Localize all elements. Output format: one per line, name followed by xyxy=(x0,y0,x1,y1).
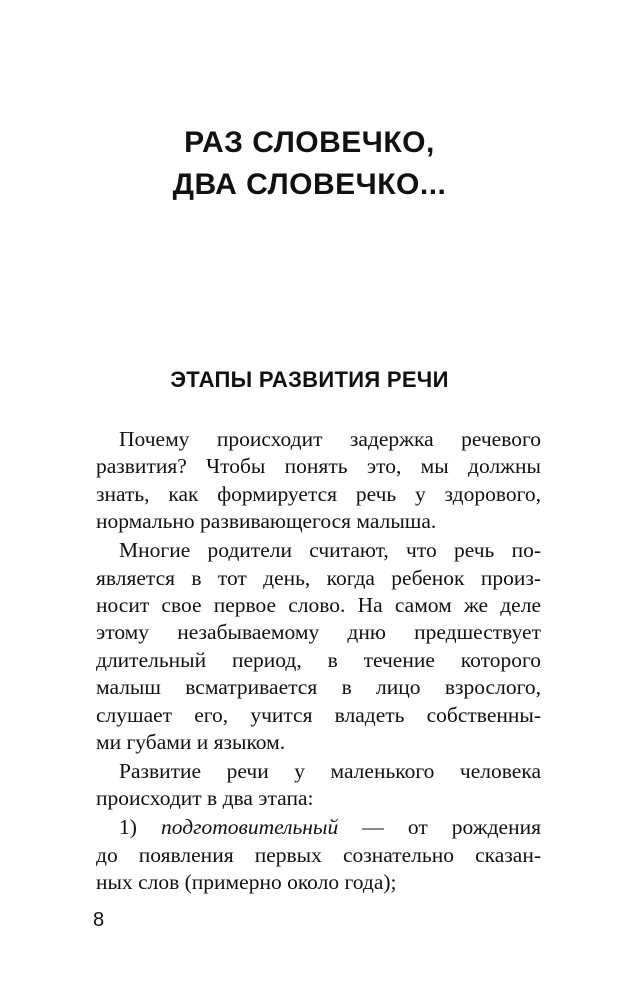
text-line: до появления первых сознательно сказан- xyxy=(96,842,541,867)
text-line: этому незабываемому дню предшествует xyxy=(96,620,541,645)
text-line: является в тот день, когда ребенок произ- xyxy=(96,565,541,590)
text-line: происходит в два этапа: xyxy=(96,786,314,811)
list-item-number: 1) xyxy=(119,815,137,840)
text-line: Многие родители считают, что речь по- xyxy=(119,538,541,563)
paragraph-1 xyxy=(96,426,541,536)
body-text xyxy=(96,426,541,898)
paragraph-3 xyxy=(96,758,541,813)
text-line: слушает его, учится владеть собственны- xyxy=(96,702,541,727)
paragraph-2 xyxy=(96,537,541,756)
list-item-1-line-1 xyxy=(96,814,541,841)
text-line: малыш всматривается в лицо взрослого, xyxy=(96,675,541,700)
page-number: 8 xyxy=(93,909,105,931)
text-line: Почему происходит задержка речевого xyxy=(119,427,541,451)
list-item-1 xyxy=(96,814,541,896)
text-line: длительный период, в течение которого xyxy=(96,647,541,672)
section-heading: ЭТАПЫ РАЗВИТИЯ РЕЧИ xyxy=(170,367,449,392)
text-line: Развитие речи у маленького человека xyxy=(119,758,541,783)
text-line: носит свое первое слово. На самом же деле xyxy=(96,592,541,617)
chapter-title xyxy=(0,122,619,206)
text-line: ми губами и языком. xyxy=(96,729,286,754)
text-line: ных слов (примерно около года); xyxy=(96,870,397,895)
chapter-title-line-1: РАЗ СЛОВЕЧКО, xyxy=(184,126,435,159)
text-line: развития? Чтобы понять это, мы должны xyxy=(96,454,541,479)
text-line: знать, как формируется речь у здорового, xyxy=(96,481,541,506)
chapter-title-line-2: ДВА СЛОВЕЧКО... xyxy=(172,168,447,201)
text-line: нормально развивающегося малыша. xyxy=(96,509,437,534)
list-item-term: подготовительный xyxy=(160,815,339,840)
list-item-text: — от рождения xyxy=(338,815,541,840)
